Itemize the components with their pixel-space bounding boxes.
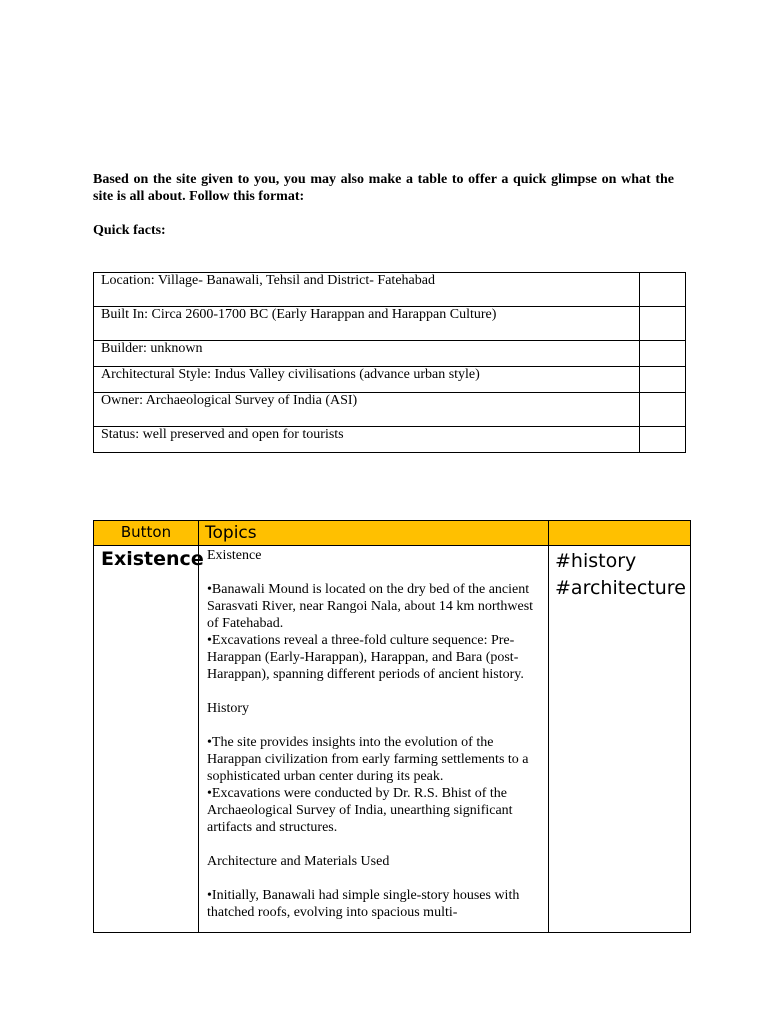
bullet-evolution: •The site provides insights into the evolution of the Harappan civilization from early farming settlements to a sophisticated urban center during its peak. <box>207 735 529 784</box>
fact-value-cell <box>640 341 686 367</box>
topics-header-row <box>94 521 691 546</box>
table-row <box>94 273 686 307</box>
tag-history: #history <box>555 550 637 572</box>
existence-button[interactable]: Existence <box>94 546 199 933</box>
table-row <box>94 393 686 427</box>
topic-content-cell <box>199 546 549 933</box>
fact-value-cell <box>640 393 686 427</box>
bullet-location: •Banawali Mound is located on the dry bed of the ancient Sarasvati River, near Rangoi Nala, about 14 km northwest of Fatehabad. <box>207 582 534 631</box>
table-row <box>94 307 686 341</box>
fact-value-cell <box>640 427 686 453</box>
fact-value-cell <box>640 307 686 341</box>
header-topics: Topics <box>199 521 549 546</box>
fact-architectural-style: Architectural Style: Indus Valley civilisations (advance urban style) <box>94 367 640 393</box>
header-tags <box>549 521 691 546</box>
table-row <box>94 341 686 367</box>
section-heading-history: History <box>207 701 249 716</box>
tags-cell <box>549 546 691 933</box>
tag-architecture: #architecture <box>555 577 686 599</box>
table-row <box>94 367 686 393</box>
section-heading-existence: Existence <box>207 548 262 563</box>
bullet-culture-sequence: •Excavations reveal a three-fold culture sequence: Pre-Harappan (Early-Harappan), Harappan, and Bara (post-Harappan), spanning different periods of ancient history. <box>207 633 524 682</box>
fact-location: Location: Village- Banawali, Tehsil and District- Fatehabad <box>94 273 640 307</box>
bullet-houses: •Initially, Banawali had simple single-story houses with thatched roofs, evolving into spacious multi- <box>207 888 520 920</box>
fact-value-cell <box>640 367 686 393</box>
fact-value-cell <box>640 273 686 307</box>
fact-built-in: Built In: Circa 2600-1700 BC (Early Harappan and Harappan Culture) <box>94 307 640 341</box>
fact-builder: Builder: unknown <box>94 341 640 367</box>
fact-status: Status: well preserved and open for tourists <box>94 427 640 453</box>
topics-table <box>93 520 691 933</box>
table-row <box>94 427 686 453</box>
table-row <box>94 546 691 933</box>
header-button: Button <box>94 521 199 546</box>
quick-facts-table <box>93 272 686 453</box>
intro-paragraph: Based on the site given to you, you may also make a table to offer a quick glimpse on what the site is all about. Follow this format: <box>93 172 674 204</box>
quick-facts-heading: Quick facts: <box>93 223 166 238</box>
fact-owner: Owner: Archaeological Survey of India (ASI) <box>94 393 640 427</box>
bullet-excavations: •Excavations were conducted by Dr. R.S. Bhist of the Archaeological Survey of India, unearthing significant artifacts and structures. <box>207 786 513 835</box>
section-heading-architecture: Architecture and Materials Used <box>207 854 390 869</box>
